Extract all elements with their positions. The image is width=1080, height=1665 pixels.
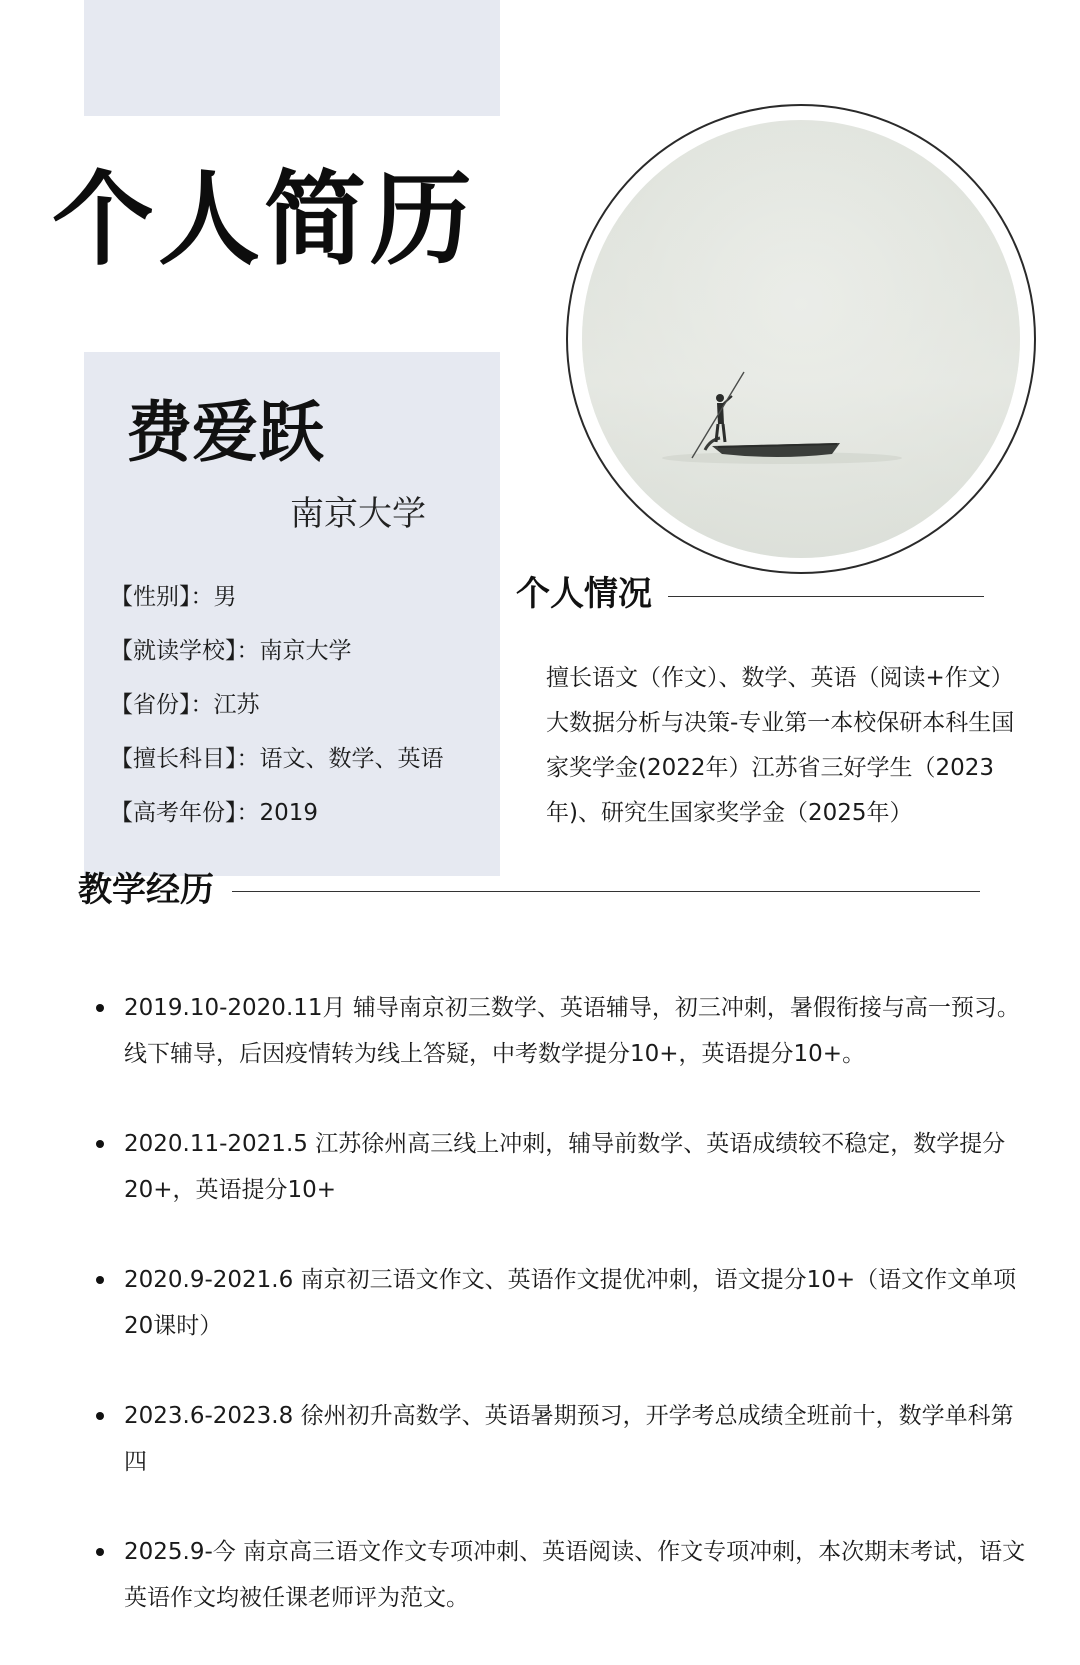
experience-item: 2019.10-2020.11月 辅导南京初三数学、英语辅导，初三冲刺，暑假衔接与高一预习。线下辅导，后因疫情转为线上答疑，中考数学提分10+，英语提分10+。 (96, 985, 1036, 1077)
boat-photo (582, 120, 1020, 558)
top-decor-block (84, 0, 500, 116)
experience-heading-rule (232, 891, 980, 892)
personal-heading-rule (668, 596, 984, 597)
info-province: 【省份】：江苏 (110, 692, 260, 718)
info-subjects: 【擅长科目】：语文、数学、英语 (110, 746, 444, 772)
candidate-school: 南京大学 (290, 494, 426, 534)
experience-list (96, 985, 1036, 1665)
info-gender: 【性别】：男 (110, 584, 237, 610)
experience-item: 2020.11-2021.5 江苏徐州高三线上冲刺，辅导前数学、英语成绩较不稳定，数学提分20+，英语提分10+ (96, 1121, 1036, 1213)
page-title: 个人简历 (52, 160, 476, 280)
experience-item: 2020.9-2021.6 南京初三语文作文、英语作文提优冲刺，语文提分10+（语文作文单项20课时） (96, 1257, 1036, 1349)
candidate-name: 费爱跃 (126, 393, 324, 471)
profile-card (84, 352, 500, 876)
personal-heading: 个人情况 (516, 574, 652, 614)
experience-item: 2025.9-今 南京高三语文作文专项冲刺、英语阅读、作文专项冲刺，本次期末考试，语文英语作文均被任课老师评为范文。 (96, 1529, 1036, 1621)
basic-info-list (110, 570, 444, 840)
personal-summary: 擅长语文（作文）、数学、英语（阅读+作文）大数据分析与决策-专业第一本校保研本科生国家奖学金(2022年）江苏省三好学生（2023年)、研究生国家奖学金（2025年） (546, 665, 1015, 826)
info-school: 【就读学校】：南京大学 (110, 638, 352, 664)
info-exam-year: 【高考年份】：2019 (110, 800, 319, 826)
experience-heading: 教学经历 (78, 870, 214, 910)
experience-item: 2023.6-2023.8 徐州初升高数学、英语暑期预习，开学考总成绩全班前十，数学单科第四 (96, 1393, 1036, 1485)
